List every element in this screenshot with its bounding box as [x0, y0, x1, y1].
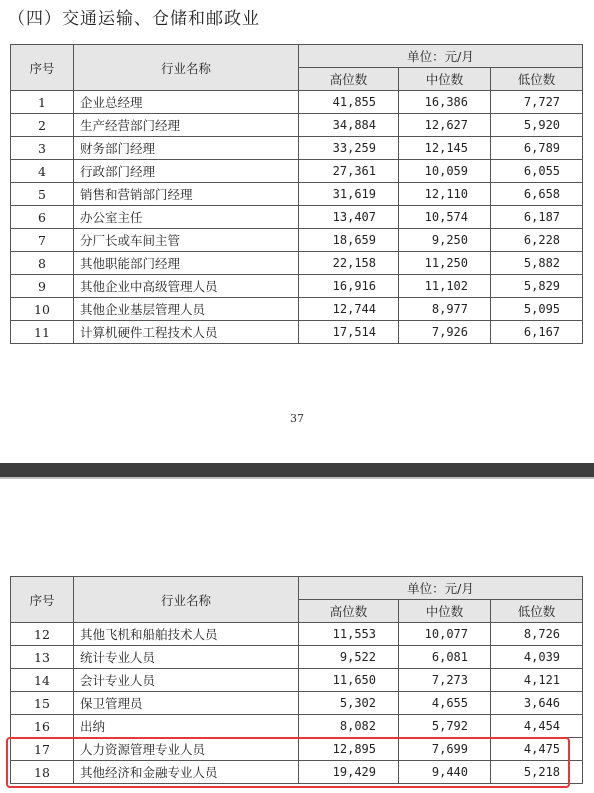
cell-mid: 12,627	[399, 114, 491, 137]
cell-name: 办公室主任	[74, 206, 299, 229]
cell-mid: 7,926	[399, 321, 491, 344]
header-low: 低位数	[491, 600, 583, 623]
cell-name: 其他企业中高级管理人员	[74, 275, 299, 298]
cell-high: 11,553	[299, 623, 399, 646]
cell-mid: 9,250	[399, 229, 491, 252]
cell-mid: 4,655	[399, 692, 491, 715]
cell-high: 22,158	[299, 252, 399, 275]
cell-high: 17,514	[299, 321, 399, 344]
cell-mid: 9,440	[399, 761, 491, 784]
cell-seq: 17	[11, 738, 74, 761]
cell-mid: 10,077	[399, 623, 491, 646]
table-row	[11, 91, 583, 114]
cell-high: 41,855	[299, 91, 399, 114]
cell-high: 8,082	[299, 715, 399, 738]
header-name: 行业名称	[74, 577, 299, 623]
cell-low: 5,882	[491, 252, 583, 275]
cell-high: 9,522	[299, 646, 399, 669]
cell-mid: 12,145	[399, 137, 491, 160]
cell-mid: 6,081	[399, 646, 491, 669]
cell-name: 生产经营部门经理	[74, 114, 299, 137]
cell-name: 其他企业基层管理人员	[74, 298, 299, 321]
cell-seq: 7	[11, 229, 74, 252]
cell-low: 8,726	[491, 623, 583, 646]
header-mid: 中位数	[399, 68, 491, 91]
header-seq: 序号	[11, 45, 74, 91]
table-row	[11, 229, 583, 252]
table-row	[11, 275, 583, 298]
cell-low: 7,727	[491, 91, 583, 114]
table-row	[11, 669, 583, 692]
table-row	[11, 623, 583, 646]
cell-name: 保卫管理员	[74, 692, 299, 715]
page-divider	[0, 463, 594, 477]
table-row	[11, 298, 583, 321]
cell-name: 计算机硬件工程技术人员	[74, 321, 299, 344]
cell-seq: 4	[11, 160, 74, 183]
cell-seq: 5	[11, 183, 74, 206]
table-row	[11, 692, 583, 715]
cell-low: 4,475	[491, 738, 583, 761]
salary-table-continued	[10, 576, 583, 784]
cell-seq: 8	[11, 252, 74, 275]
cell-low: 6,167	[491, 321, 583, 344]
header-mid: 中位数	[399, 600, 491, 623]
cell-seq: 12	[11, 623, 74, 646]
cell-name: 其他飞机和船舶技术人员	[74, 623, 299, 646]
cell-seq: 3	[11, 137, 74, 160]
cell-seq: 1	[11, 91, 74, 114]
table-row	[11, 183, 583, 206]
cell-name: 会计专业人员	[74, 669, 299, 692]
cell-name: 其他职能部门经理	[74, 252, 299, 275]
cell-high: 34,884	[299, 114, 399, 137]
page-number: 37	[290, 412, 304, 425]
cell-seq: 11	[11, 321, 74, 344]
cell-mid: 7,273	[399, 669, 491, 692]
cell-high: 16,916	[299, 275, 399, 298]
cell-seq: 2	[11, 114, 74, 137]
cell-mid: 11,102	[399, 275, 491, 298]
cell-name: 企业总经理	[74, 91, 299, 114]
cell-seq: 10	[11, 298, 74, 321]
cell-low: 4,039	[491, 646, 583, 669]
cell-mid: 5,792	[399, 715, 491, 738]
cell-low: 6,658	[491, 183, 583, 206]
cell-mid: 10,574	[399, 206, 491, 229]
header-unit: 单位：元/月	[299, 45, 583, 68]
cell-high: 11,650	[299, 669, 399, 692]
cell-name: 出纳	[74, 715, 299, 738]
cell-name: 分厂长或车间主管	[74, 229, 299, 252]
cell-name: 人力资源管理专业人员	[74, 738, 299, 761]
cell-mid: 12,110	[399, 183, 491, 206]
cell-mid: 7,699	[399, 738, 491, 761]
cell-low: 5,829	[491, 275, 583, 298]
cell-seq: 18	[11, 761, 74, 784]
cell-low: 4,454	[491, 715, 583, 738]
cell-name: 统计专业人员	[74, 646, 299, 669]
cell-high: 33,259	[299, 137, 399, 160]
cell-high: 12,744	[299, 298, 399, 321]
cell-seq: 16	[11, 715, 74, 738]
table-row	[11, 252, 583, 275]
cell-low: 6,187	[491, 206, 583, 229]
cell-low: 4,121	[491, 669, 583, 692]
cell-seq: 15	[11, 692, 74, 715]
cell-low: 3,646	[491, 692, 583, 715]
table-row	[11, 206, 583, 229]
cell-low: 5,920	[491, 114, 583, 137]
cell-low: 6,055	[491, 160, 583, 183]
cell-high: 31,619	[299, 183, 399, 206]
header-name: 行业名称	[74, 45, 299, 91]
cell-high: 13,407	[299, 206, 399, 229]
table-row	[11, 321, 583, 344]
cell-high: 18,659	[299, 229, 399, 252]
cell-high: 19,429	[299, 761, 399, 784]
table-row	[11, 738, 583, 761]
cell-high: 27,361	[299, 160, 399, 183]
cell-name: 销售和营销部门经理	[74, 183, 299, 206]
header-high: 高位数	[299, 600, 399, 623]
header-seq: 序号	[11, 577, 74, 623]
cell-mid: 10,059	[399, 160, 491, 183]
page-divider-line	[0, 477, 594, 479]
cell-mid: 16,386	[399, 91, 491, 114]
table-row	[11, 761, 583, 784]
cell-seq: 6	[11, 206, 74, 229]
cell-low: 5,218	[491, 761, 583, 784]
cell-low: 6,789	[491, 137, 583, 160]
cell-low: 6,228	[491, 229, 583, 252]
cell-seq: 13	[11, 646, 74, 669]
cell-high: 5,302	[299, 692, 399, 715]
cell-name: 行政部门经理	[74, 160, 299, 183]
cell-mid: 11,250	[399, 252, 491, 275]
cell-name: 财务部门经理	[74, 137, 299, 160]
cell-name: 其他经济和金融专业人员	[74, 761, 299, 784]
table-row	[11, 114, 583, 137]
table-row	[11, 160, 583, 183]
cell-mid: 8,977	[399, 298, 491, 321]
table-row	[11, 646, 583, 669]
cell-low: 5,095	[491, 298, 583, 321]
header-unit: 单位：元/月	[299, 577, 583, 600]
table-row	[11, 715, 583, 738]
salary-table-page-37	[10, 44, 583, 344]
header-high: 高位数	[299, 68, 399, 91]
cell-high: 12,895	[299, 738, 399, 761]
cell-seq: 9	[11, 275, 74, 298]
header-low: 低位数	[491, 68, 583, 91]
section-title: （四）交通运输、仓储和邮政业	[8, 9, 260, 29]
cell-seq: 14	[11, 669, 74, 692]
table-row	[11, 137, 583, 160]
